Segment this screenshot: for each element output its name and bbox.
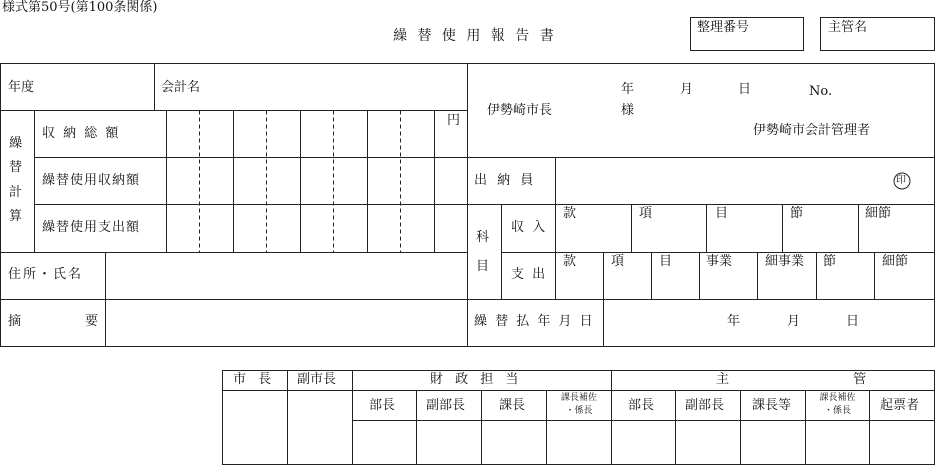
- suitoin-field[interactable]: [556, 158, 886, 204]
- section-label-2: 替: [9, 160, 23, 175]
- shukan-hosa-line2: ・係長: [823, 406, 851, 416]
- mayor-label: 伊勢崎市長: [487, 103, 553, 118]
- stamp-kihyo[interactable]: [870, 421, 934, 464]
- zaisei-bucho: 部長: [369, 398, 396, 413]
- form-number: 様式第50号(第100条関係): [2, 0, 158, 15]
- seiri-number-label: 整理番号: [697, 20, 750, 35]
- stamp-zaisei-kacho[interactable]: [482, 421, 546, 464]
- payment-day-label: 日: [846, 314, 860, 329]
- payment-year-label: 年: [727, 314, 741, 329]
- income-ko-label: 項: [639, 206, 653, 221]
- expense-kan-label: 款: [563, 254, 577, 269]
- date-month-label: 月: [680, 82, 694, 97]
- stamp-shukan-hosa[interactable]: [806, 421, 869, 464]
- shukan-name-label: 主管名: [828, 20, 868, 35]
- shishutsu-label: 支 出: [511, 267, 548, 282]
- kamoku-label-1: 科: [476, 230, 490, 245]
- zaisei-hosa-line1: 課長補佐: [560, 393, 597, 403]
- sama-label: 様: [621, 103, 635, 118]
- date-year-label: 年: [621, 82, 635, 97]
- expense-setsu-label: 節: [823, 254, 837, 269]
- shukan-bucho: 部長: [628, 398, 655, 413]
- stamp-fukushicho[interactable]: [288, 391, 352, 464]
- expense-saijigyo-label: 細事業: [765, 254, 805, 269]
- approval-shukan: 主 管: [716, 372, 927, 387]
- shukan-kacho: 課長等: [752, 398, 792, 413]
- stamp-shukan-bucho[interactable]: [612, 421, 675, 464]
- shukan-hosa-line1: 課長補佐: [819, 393, 856, 403]
- income-saisetsu-label: 細節: [865, 206, 892, 221]
- approval-zaisei: 財 政 担 当: [430, 372, 523, 387]
- kihyo-label: 起票者: [880, 398, 920, 413]
- income-kan-label: 款: [563, 206, 577, 221]
- nendo-label: 年度: [8, 80, 35, 95]
- date-day-label: 日: [738, 82, 752, 97]
- address-name-label: 住所・氏名: [8, 267, 84, 282]
- total-amount-field[interactable]: [167, 111, 467, 157]
- stamp-zaisei-bucho[interactable]: [353, 421, 416, 464]
- number-label: No.: [809, 84, 833, 99]
- address-name-field[interactable]: [106, 253, 467, 299]
- kaikei-label: 会計名: [161, 80, 201, 95]
- seal-label: 印: [896, 175, 906, 186]
- expense-amount-field[interactable]: [167, 205, 467, 252]
- shukan-fukubucho: 副部長: [685, 398, 725, 413]
- row-label-expense: 繰替使用支出額: [42, 220, 141, 235]
- stamp-shukan-kacho[interactable]: [741, 421, 805, 464]
- stamp-shukan-fukubucho[interactable]: [676, 421, 740, 464]
- expense-ko-label: 項: [611, 254, 625, 269]
- stamp-zaisei-fukubucho[interactable]: [417, 421, 481, 464]
- expense-saisetsu-label: 細節: [882, 254, 909, 269]
- tekiyo-field[interactable]: [106, 300, 467, 346]
- stamp-zaisei-hosa[interactable]: [547, 421, 611, 464]
- section-label-1: 繰: [9, 136, 23, 151]
- yen-unit: 円: [447, 113, 461, 128]
- income-moku-label: 目: [715, 206, 729, 221]
- tekiyo-label-2: 要: [85, 314, 99, 329]
- section-label-3: 計: [9, 185, 23, 200]
- income-amount-field[interactable]: [167, 158, 467, 204]
- zaisei-kacho: 課長: [499, 398, 526, 413]
- row-label-income: 繰替使用収納額: [42, 173, 141, 188]
- section-label-4: 算: [9, 209, 23, 224]
- page-title: 繰 替 使 用 報 告 書: [393, 28, 557, 44]
- stamp-shicho[interactable]: [223, 391, 287, 464]
- approval-fukushicho: 副市長: [297, 372, 337, 387]
- kamoku-label-2: 目: [476, 259, 490, 274]
- payment-month-label: 月: [787, 314, 801, 329]
- expense-moku-label: 目: [659, 254, 673, 269]
- row-label-total: 収 納 総 額: [42, 126, 121, 141]
- approval-shicho: 市 長: [233, 372, 276, 387]
- tekiyo-label-1: 摘: [8, 314, 22, 329]
- zaisei-hosa-line2: ・係長: [565, 406, 593, 416]
- income-setsu-label: 節: [790, 206, 804, 221]
- suitoin-label: 出 納 員: [474, 173, 537, 188]
- zaisei-fukubucho: 副部長: [426, 398, 466, 413]
- expense-jigyo-label: 事業: [706, 254, 733, 269]
- shunyu-label: 収 入: [511, 220, 548, 235]
- payment-date-label: 繰 替 払 年 月 日: [474, 314, 595, 329]
- treasurer-label: 伊勢崎市会計管理者: [753, 123, 871, 138]
